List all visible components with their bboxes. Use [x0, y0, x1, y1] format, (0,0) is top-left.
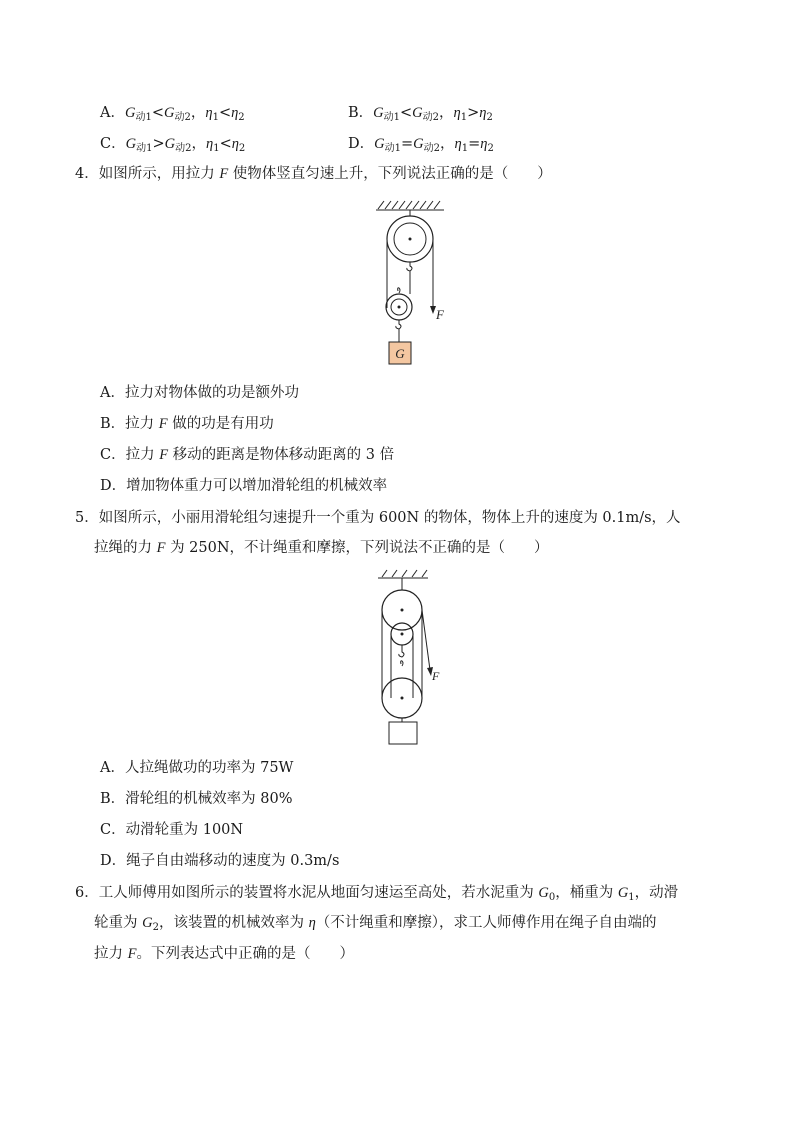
option-text: 绳子自由端移动的速度为 0.3m/s [126, 853, 340, 869]
subscript: 动 [423, 143, 434, 154]
stem-text: （不计绳重和摩擦），求工人师傅作用在绳子自由端的 [315, 915, 657, 931]
symbol-g: G [142, 915, 153, 931]
force-label: F [432, 669, 440, 683]
option-text: 增加物体重力可以增加滑轮组的机械效率 [126, 478, 388, 494]
load-box [389, 722, 417, 744]
relation: > [152, 136, 165, 152]
stem-text: 使物体竖直匀速上升，下列说法正确的是（ ） [228, 166, 552, 182]
symbol-g: G [412, 105, 423, 121]
relation: < [400, 105, 413, 121]
separator: ， [440, 136, 455, 152]
relation: = [401, 136, 414, 152]
subscript: 2 [486, 112, 493, 123]
symbol-eta: η [205, 136, 214, 152]
fixed-pulley-axle [409, 238, 412, 241]
subscript: 2 [433, 143, 441, 154]
symbol-f: F [127, 946, 137, 962]
fixed-pulley-axle [401, 609, 404, 612]
subscript: 2 [185, 143, 192, 154]
symbol-f: F [159, 447, 169, 463]
subscript: 2 [238, 143, 246, 154]
symbol-eta: η [205, 105, 213, 121]
subscript: 1 [213, 143, 220, 154]
option-label: B． [100, 791, 126, 807]
option-text: 滑轮组的机械效率为 80% [125, 791, 293, 807]
question-number: 6． [75, 885, 99, 901]
symbol-g: G [374, 136, 385, 152]
weight-label: G [395, 346, 405, 361]
q3-option-c [100, 134, 245, 154]
option-label: C． [100, 447, 126, 463]
subscript: 1 [628, 892, 635, 903]
subscript: 动 [174, 112, 185, 123]
q6-line3 [94, 944, 354, 964]
option-label: D． [100, 853, 127, 869]
question-number: 5． [75, 510, 99, 526]
stem-text: 工人师傅用如图所示的装置将水泥从地面匀速运至高处，若水泥重为 [98, 885, 539, 901]
option-label: C． [100, 136, 126, 152]
q5-pulley-figure [372, 566, 452, 748]
subscript: 2 [487, 143, 494, 154]
stem-text: 为 250N，不计绳重和摩擦，下列说法不正确的是（ ） [165, 540, 549, 556]
option-text: 人拉绳做功的功率为 75W [124, 760, 294, 776]
symbol-g: G [617, 885, 629, 901]
subscript: 动 [175, 143, 186, 154]
option-text: 做的功是有用功 [167, 416, 274, 432]
relation: < [151, 105, 164, 121]
option-label: B． [348, 105, 374, 121]
q5-option-c [100, 820, 243, 840]
symbol-g: G [164, 105, 175, 121]
movable-pulley-axle [398, 306, 401, 309]
option-text: 动滑轮重为 100N [125, 822, 244, 838]
symbol-eta: η [479, 105, 487, 121]
q3-option-b [348, 103, 493, 123]
subscript: 1 [461, 143, 469, 154]
hook-icon [396, 320, 401, 329]
stem-text: 轮重为 [94, 915, 143, 931]
option-label: D． [100, 478, 127, 494]
symbol-eta: η [308, 915, 316, 931]
option-label: D． [348, 136, 375, 152]
q3-option-a [100, 103, 245, 123]
symbol-g: G [538, 885, 549, 901]
stem-text: 如图所示，小丽用滑轮组匀速提升一个重为 600N 的物体，物体上升的速度为 0.1m/s，人 [98, 510, 681, 526]
q4-option-c [100, 445, 394, 465]
symbol-eta: η [231, 136, 239, 152]
hook-icon [407, 262, 412, 271]
symbol-g: G [124, 105, 136, 121]
symbol-eta: η [453, 105, 461, 121]
symbol-g: G [373, 105, 384, 121]
option-text: 拉力 [125, 416, 159, 432]
subscript: 1 [212, 112, 219, 123]
q4-option-d [100, 476, 387, 496]
subscript: 动 [384, 143, 395, 154]
option-label: A． [100, 385, 125, 401]
question-number: 4． [75, 166, 99, 182]
q4-option-a [100, 383, 299, 403]
option-text: 拉力对物体做的功是额外功 [124, 385, 299, 401]
symbol-eta: η [480, 136, 488, 152]
q5-option-b [100, 789, 293, 809]
stem-text: ，该装置的机械效率为 [158, 915, 309, 931]
stem-text: 。下列表达式中正确的是（ ） [136, 946, 354, 962]
subscript: 2 [184, 112, 191, 123]
relation: < [219, 136, 232, 152]
stem-text: ，动滑 [634, 885, 679, 901]
q4-stem [75, 164, 552, 184]
stem-text: 拉力 [94, 946, 128, 962]
relation: = [468, 136, 481, 152]
stem-text: ，桶重为 [555, 885, 618, 901]
symbol-eta: η [454, 136, 462, 152]
q5-option-d [100, 851, 339, 871]
option-text: 拉力 [125, 447, 160, 463]
stem-text: 拉绳的力 [94, 540, 157, 556]
subscript: 1 [146, 143, 153, 154]
subscript: 2 [238, 112, 245, 123]
stem-text: 如图所示，用拉力 [98, 166, 220, 182]
option-label: B． [100, 416, 126, 432]
subscript: 1 [394, 143, 401, 154]
subscript: 1 [460, 112, 468, 123]
separator: ， [190, 105, 206, 121]
symbol-g: G [125, 136, 137, 152]
q4-option-b [100, 414, 274, 434]
subscript: 1 [145, 112, 152, 123]
symbol-g: G [164, 136, 176, 152]
symbol-f: F [158, 416, 168, 432]
free-rope [422, 610, 430, 670]
subscript: 动 [136, 143, 147, 154]
hook-icon [399, 645, 404, 657]
subscript: 2 [152, 922, 159, 933]
subscript: 2 [432, 112, 440, 123]
option-text: 移动的距离是物体移动距离的 3 倍 [168, 447, 395, 463]
separator: ， [191, 136, 206, 152]
symbol-eta: η [231, 105, 239, 121]
subscript: 动 [383, 112, 394, 123]
q5-stem-line1 [75, 508, 681, 528]
option-label: A． [100, 105, 125, 121]
subscript: 动 [422, 112, 433, 123]
relation: > [467, 105, 480, 121]
fixed-pulley-small-axle [401, 633, 404, 636]
option-label: C． [100, 822, 126, 838]
movable-pulley-axle [401, 697, 404, 700]
q6-line1 [75, 883, 678, 903]
subscript: 1 [393, 112, 401, 123]
hook-icon [398, 288, 400, 293]
q4-pulley-figure [370, 196, 450, 368]
q5-option-a [100, 758, 293, 778]
relation: < [218, 105, 232, 121]
symbol-f: F [156, 540, 166, 556]
separator: ， [439, 105, 454, 121]
symbol-g: G [413, 136, 424, 152]
ceiling-hatch [378, 570, 428, 578]
subscript: 0 [548, 892, 556, 903]
ceiling-hatch [376, 201, 444, 210]
hook-icon [401, 661, 403, 666]
subscript: 动 [135, 112, 146, 123]
q6-line2 [94, 913, 657, 933]
q5-stem-line2 [94, 538, 549, 558]
option-label: A． [100, 760, 125, 776]
q3-option-d [348, 134, 494, 154]
force-label: F [436, 307, 444, 322]
symbol-f: F [219, 166, 229, 182]
